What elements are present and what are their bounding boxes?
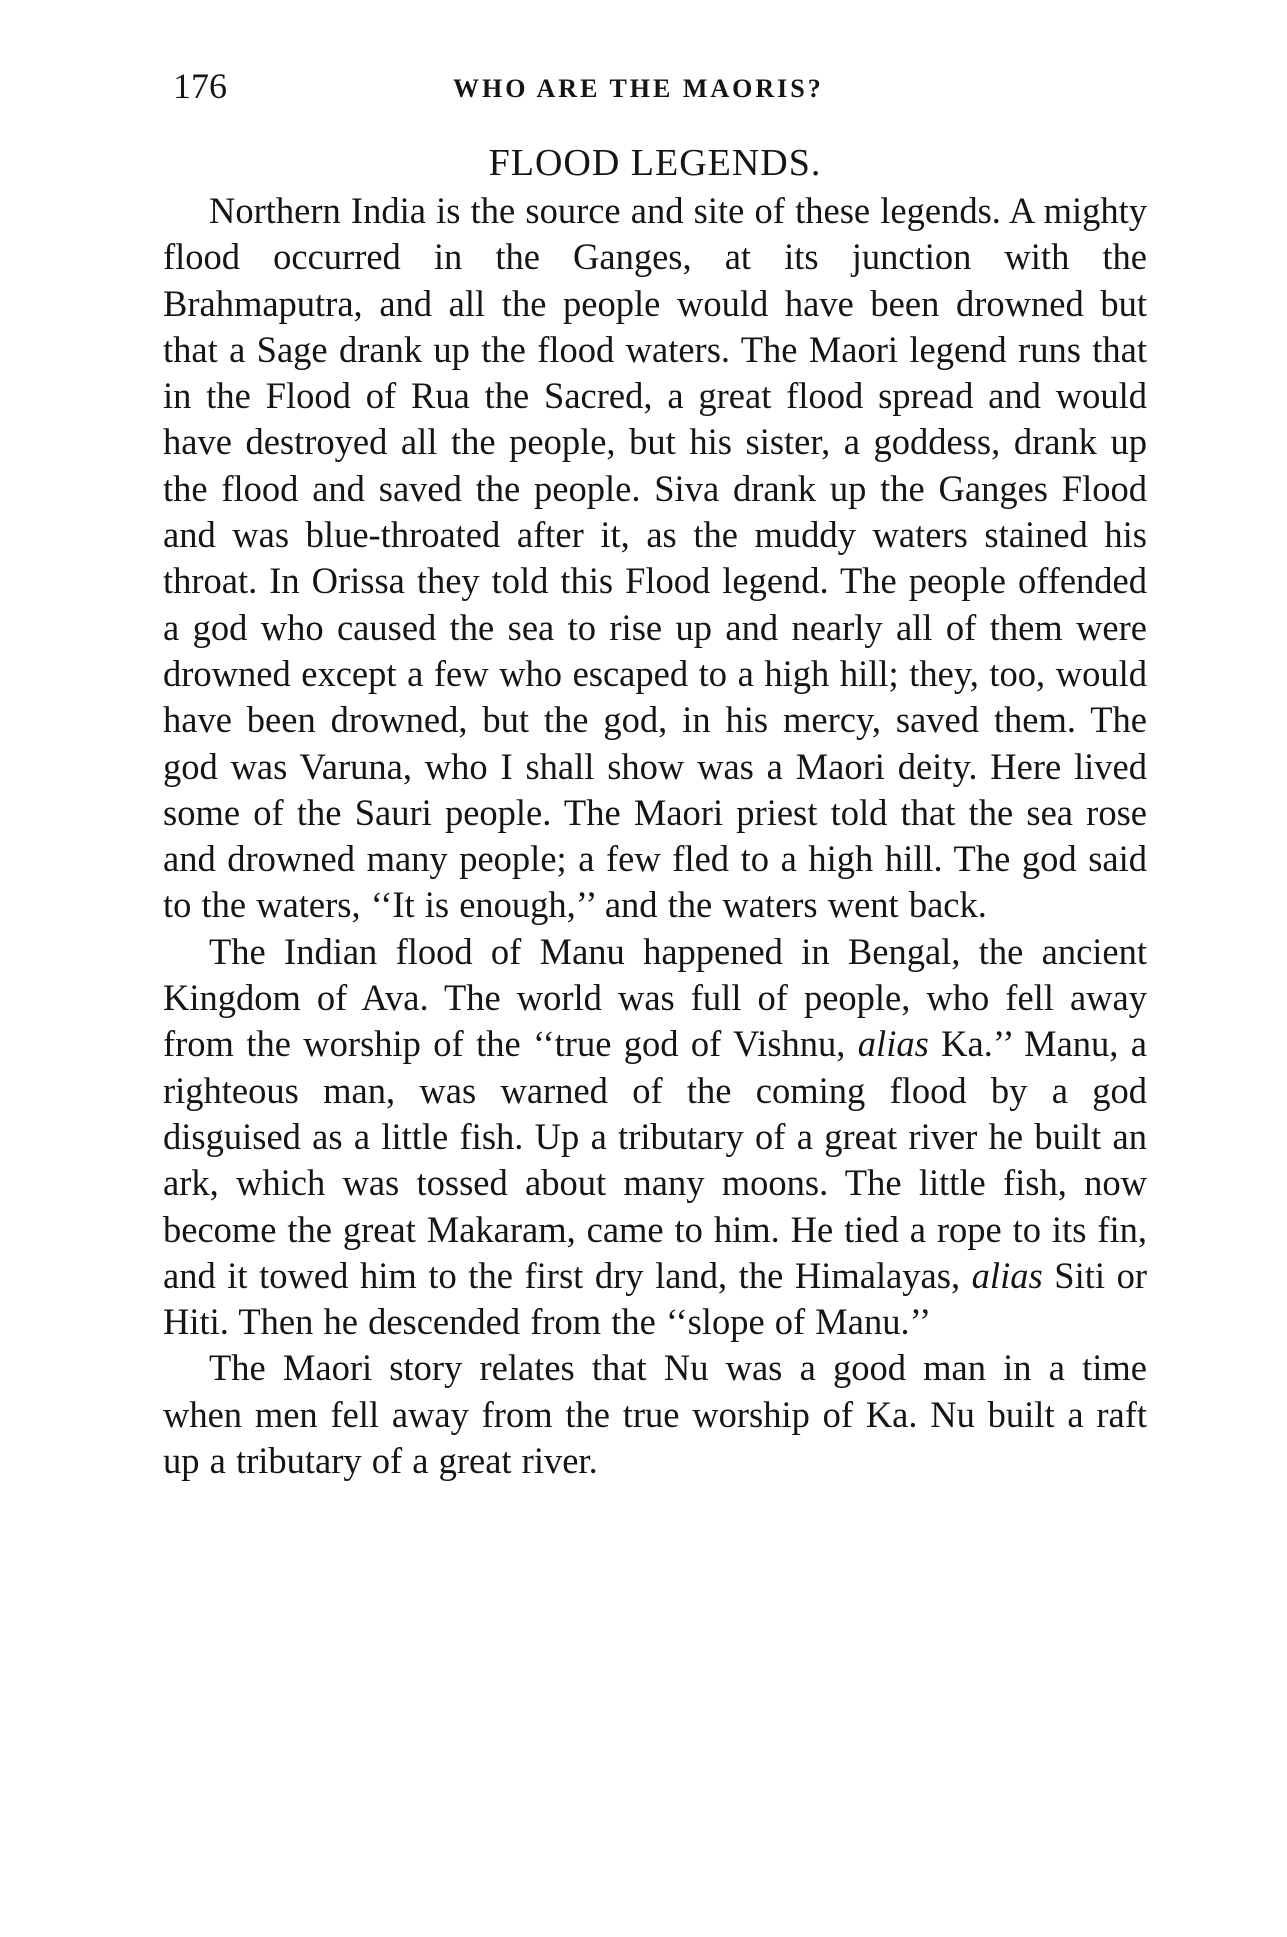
paragraph-text: Ka.’’ Manu, a righteous man, was warned of the coming flood by a god disguised as a little fish. Up a tributary of a great river he built an ark, which was tossed about many moons. The little fish, now become the great Makaram, came to him. He tied a rope to its fin, and it towed him to the first dry land, the Himalayas, bbox=[163, 1023, 1147, 1296]
paragraph bbox=[163, 188, 1147, 929]
running-head bbox=[163, 60, 1147, 112]
paragraph bbox=[163, 929, 1147, 1346]
page-number: 176 bbox=[173, 66, 227, 106]
italic-text: alias bbox=[971, 1254, 1043, 1296]
running-title: WHO ARE THE MAORIS? bbox=[453, 74, 824, 103]
book-page bbox=[163, 60, 1147, 1484]
body-text bbox=[163, 188, 1147, 1484]
italic-text: alias bbox=[857, 1023, 929, 1065]
paragraph-text: The Maori story relates that Nu was a good man in a time when men fell away from the true worship of Ka. Nu built a raft up a tributary of a great river. bbox=[163, 1347, 1147, 1482]
paragraph bbox=[163, 1345, 1147, 1484]
section-heading: FLOOD LEGENDS. bbox=[488, 142, 822, 184]
paragraph-text: Northern India is the source and site of these legends. A mighty flood occurred in the Ganges, at its junction with the Brahmaputra, and all the people would have been drowned but that a Sage drank up the flood waters. The Maori legend runs that in the Flood of Rua the Sacred, a great flood spread and would have destroyed all the people, but his sister, a goddess, drank up the flood and saved the people. Siva drank up the Ganges Flood and was blue-throated after it, as the muddy waters stained his throat. In Orissa they told this Flood legend. The people offended a god who caused the sea to rise up and nearly all of them were drowned except a few who escaped to a high hill; they, too, would have been drowned, but the god, in his mercy, saved them. The god was Varuna, who I shall show was a Maori deity. Here lived some of the Sauri people. The Maori priest told that the sea rose and drowned many people; a few fled to a high hill. The god said to the waters, ‘‘It is enough,’’ and the waters went back. bbox=[163, 190, 1147, 926]
paragraph-text: Siti or Hiti. Then he descended from the ‘‘slope of Manu.’’ bbox=[163, 1254, 1147, 1343]
paragraph-text: The Indian flood of Manu happened in Bengal, the ancient Kingdom of Ava. The world was full of people, who fell away from the worship of the ‘‘true god of Vishnu, bbox=[163, 930, 1147, 1065]
